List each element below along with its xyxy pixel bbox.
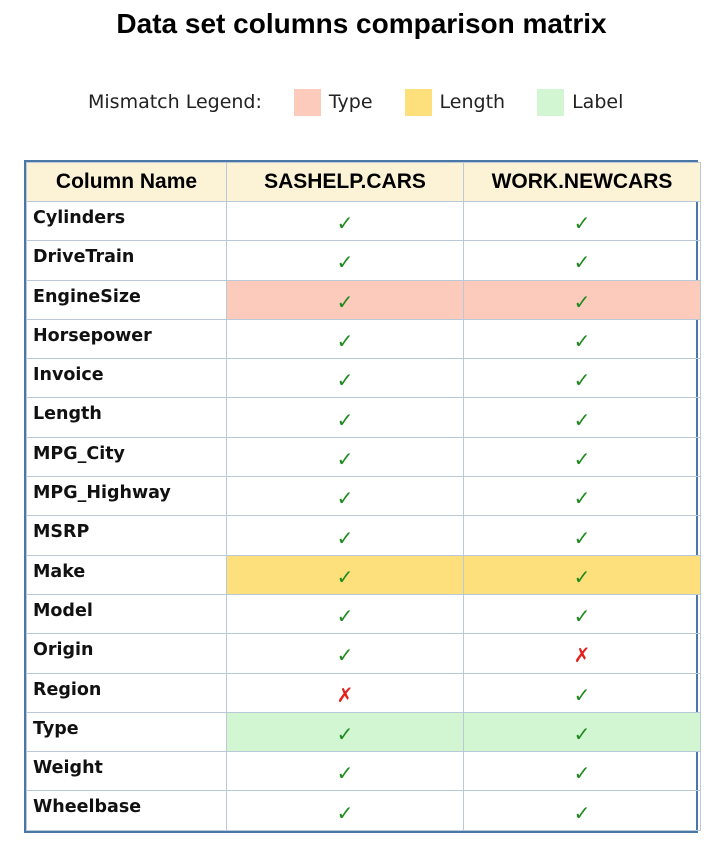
checkmark-icon: ✓: [573, 761, 591, 786]
checkmark-icon: ✓: [573, 604, 591, 629]
table-row: [27, 359, 701, 398]
comparison-matrix: [24, 160, 698, 833]
table-row: [27, 516, 701, 555]
legend-label: Mismatch Legend:: [88, 91, 262, 113]
page-title: Data set columns comparison matrix: [116, 8, 607, 39]
sashelp-cars-cell: [227, 516, 464, 555]
checkmark-icon: ✓: [573, 682, 591, 707]
column-name-cell: Wheelbase: [27, 791, 227, 830]
checkmark-icon: ✓: [573, 407, 591, 432]
legend-item-type: [294, 89, 373, 116]
legend-item-length: [405, 89, 506, 116]
checkmark-icon: ✓: [336, 800, 354, 825]
legend-item-label: [537, 89, 623, 116]
sashelp-cars-cell: [227, 634, 464, 673]
table-body: [27, 202, 701, 831]
table-row: [27, 594, 701, 633]
work-newcars-cell: [464, 555, 701, 594]
work-newcars-cell: [464, 477, 701, 516]
column-name-cell: Model: [27, 594, 227, 633]
table-row: [27, 319, 701, 358]
column-name-cell: DriveTrain: [27, 241, 227, 280]
work-newcars-cell: [464, 791, 701, 830]
sashelp-cars-cell: [227, 791, 464, 830]
checkmark-icon: ✓: [336, 643, 354, 668]
checkmark-icon: ✓: [573, 564, 591, 589]
sashelp-cars-cell: [227, 477, 464, 516]
legend-text-label: Label: [572, 91, 624, 113]
checkmark-icon: ✓: [336, 761, 354, 786]
column-name-cell: Origin: [27, 634, 227, 673]
table-row: [27, 398, 701, 437]
work-newcars-cell: [464, 280, 701, 319]
checkmark-icon: ✓: [573, 289, 591, 314]
sashelp-cars-cell: [227, 319, 464, 358]
table-header-row: [27, 163, 701, 202]
column-name-cell: Horsepower: [27, 319, 227, 358]
column-name-cell: Invoice: [27, 359, 227, 398]
checkmark-icon: ✓: [336, 722, 354, 746]
checkmark-icon: ✓: [336, 250, 354, 275]
sashelp-cars-cell: [227, 712, 464, 751]
table-row: [27, 712, 701, 751]
work-newcars-cell: [464, 202, 701, 241]
sashelp-cars-cell: [227, 594, 464, 633]
table-row: [27, 437, 701, 476]
sashelp-cars-cell: [227, 437, 464, 476]
work-newcars-cell: [464, 516, 701, 555]
checkmark-icon: ✓: [336, 407, 354, 432]
work-newcars-cell: [464, 712, 701, 751]
table-row: [27, 791, 701, 830]
legend-swatch-label: [537, 89, 564, 116]
legend-swatch-length: [405, 89, 432, 116]
checkmark-icon: ✓: [573, 250, 591, 275]
checkmark-icon: ✓: [573, 722, 591, 746]
table-row: [27, 280, 701, 319]
legend-text-type: Type: [328, 91, 373, 113]
column-name-cell: EngineSize: [27, 280, 227, 319]
checkmark-icon: ✓: [573, 800, 591, 825]
table-row: [27, 752, 701, 791]
column-name-cell: MPG_Highway: [27, 477, 227, 516]
work-newcars-cell: [464, 319, 701, 358]
sashelp-cars-cell: [227, 398, 464, 437]
column-name-cell: Make: [27, 555, 227, 594]
checkmark-icon: ✓: [573, 525, 591, 550]
column-name-cell: MSRP: [27, 516, 227, 555]
column-name-cell: Cylinders: [27, 202, 227, 241]
cross-icon: ✗: [573, 643, 591, 668]
checkmark-icon: ✓: [336, 289, 354, 314]
checkmark-icon: ✓: [573, 446, 591, 471]
checkmark-icon: ✓: [336, 604, 354, 629]
sashelp-cars-cell: [227, 241, 464, 280]
work-newcars-cell: [464, 241, 701, 280]
sashelp-cars-cell: [227, 555, 464, 594]
checkmark-icon: ✓: [336, 486, 354, 511]
checkmark-icon: ✓: [573, 329, 591, 354]
legend-swatch-type: [294, 89, 321, 116]
header-sashelp-cars: SASHELP.CARS: [227, 163, 464, 202]
checkmark-icon: ✓: [573, 486, 591, 511]
work-newcars-cell: [464, 398, 701, 437]
table-row: [27, 202, 701, 241]
work-newcars-cell: [464, 673, 701, 712]
sashelp-cars-cell: [227, 752, 464, 791]
column-name-cell: Weight: [27, 752, 227, 791]
table-row: [27, 673, 701, 712]
checkmark-icon: ✓: [573, 211, 591, 236]
legend-text-length: Length: [439, 91, 506, 113]
sashelp-cars-cell: [227, 280, 464, 319]
mismatch-legend: [88, 86, 655, 118]
checkmark-icon: ✓: [336, 525, 354, 550]
checkmark-icon: ✓: [336, 368, 354, 393]
column-name-cell: Length: [27, 398, 227, 437]
column-name-cell: Region: [27, 673, 227, 712]
header-work-newcars: WORK.NEWCARS: [464, 163, 701, 202]
checkmark-icon: ✓: [336, 564, 354, 589]
column-name-cell: Type: [27, 712, 227, 751]
work-newcars-cell: [464, 437, 701, 476]
work-newcars-cell: [464, 634, 701, 673]
sashelp-cars-cell: [227, 673, 464, 712]
table-row: [27, 241, 701, 280]
checkmark-icon: ✓: [336, 211, 354, 236]
cross-icon: ✗: [336, 682, 354, 707]
checkmark-icon: ✓: [573, 368, 591, 393]
table-row: [27, 477, 701, 516]
table-row: [27, 555, 701, 594]
table-row: [27, 634, 701, 673]
sashelp-cars-cell: [227, 202, 464, 241]
checkmark-icon: ✓: [336, 329, 354, 354]
checkmark-icon: ✓: [336, 446, 354, 471]
work-newcars-cell: [464, 752, 701, 791]
work-newcars-cell: [464, 594, 701, 633]
work-newcars-cell: [464, 359, 701, 398]
sashelp-cars-cell: [227, 359, 464, 398]
header-column-name: Column Name: [27, 163, 227, 202]
comparison-table: [26, 162, 701, 831]
column-name-cell: MPG_City: [27, 437, 227, 476]
